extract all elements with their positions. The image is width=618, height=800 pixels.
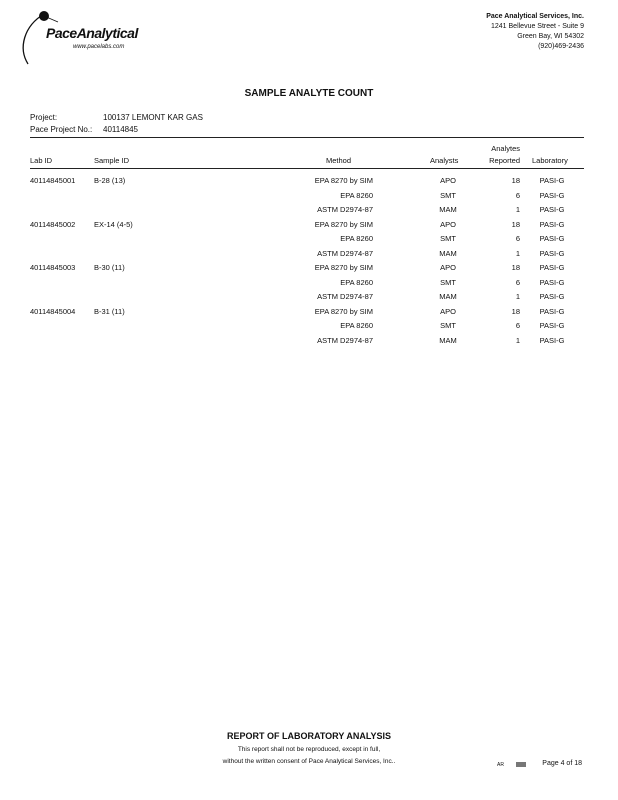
cell-method: EPA 8260 [340,234,373,243]
cell-laboratory: PASI-G [539,205,565,214]
header-analysts: Analysts [430,156,459,165]
cell-analysts: MAM [439,292,457,301]
company-phone: (920)469-2436 [538,43,584,50]
cell-analysts: SMT [440,321,456,330]
cell-method: EPA 8270 by SIM [314,263,373,272]
page-number: Page 4 of 18 [542,760,582,767]
cell-analysts: MAM [439,248,457,258]
cell-laboratory: PASI-G [539,292,565,301]
divider-header [30,168,584,169]
cell-reported: 1 [515,335,520,345]
header-lab-id: Lab ID [30,156,53,165]
barcode-mark [516,762,526,767]
cell-laboratory: PASI-G [539,277,565,287]
cell-analysts: APO [440,306,456,316]
cell-laboratory: PASI-G [539,306,565,316]
company-address2: Green Bay, WI 54302 [517,33,584,40]
cell-reported: 6 [515,277,520,287]
cell-method: EPA 8270 by SIM [314,219,373,229]
cell-laboratory: PASI-G [539,335,565,345]
cell-method: EPA 8260 [340,277,373,287]
cell-method: ASTM D2974-87 [317,292,373,301]
cell-reported: 1 [515,292,520,301]
header-analytes: Analytes [491,144,520,153]
logo-text: PaceAnalytical [46,25,138,41]
cell-lab-id: 40114845001 [30,176,76,185]
header-sample-id: Sample ID [94,156,130,165]
pace-project-label: Pace Project No.: [30,125,93,134]
cell-sample-id: B-28 (13) [94,176,126,185]
footer-line1: This report shall not be reproduced, except in full, [237,746,381,753]
cell-sample-id: EX-14 (4-5) [94,219,133,229]
cell-reported: 1 [515,205,520,214]
project-label: Project: [30,113,58,122]
cell-method: ASTM D2974-87 [317,335,373,345]
cell-analysts: APO [440,176,456,185]
cell-lab-id: 40114845003 [30,263,76,272]
cell-analysts: MAM [439,205,457,214]
cell-method: EPA 8270 by SIM [314,176,373,185]
company-name: Pace Analytical Services, Inc. [486,13,584,20]
cell-reported: 18 [511,176,520,185]
cell-method: EPA 8260 [340,321,373,330]
pace-project-value: 40114845 [103,125,138,134]
company-address1: 1241 Bellevue Street - Suite 9 [490,23,584,30]
cell-analysts: SMT [440,190,456,200]
ar-mark: AR [497,762,504,768]
cell-lab-id: 40114845004 [30,306,76,316]
cell-reported: 18 [511,219,520,229]
cell-sample-id: B-30 (11) [94,263,125,272]
cell-reported: 1 [515,248,520,258]
company-block [486,12,584,52]
cell-analysts: MAM [439,335,457,345]
cell-laboratory: PASI-G [539,234,565,243]
cell-analysts: APO [440,263,456,272]
cell-laboratory: PASI-G [539,248,565,258]
cell-analysts: SMT [440,234,456,243]
cell-method: EPA 8270 by SIM [314,306,373,316]
cell-analysts: APO [440,219,456,229]
project-value: 100137 LEMONT KAR GAS [103,113,203,122]
cell-laboratory: PASI-G [539,176,565,185]
cell-laboratory: PASI-G [539,321,565,330]
cell-method: ASTM D2974-87 [317,248,373,258]
cell-reported: 6 [515,234,520,243]
cell-reported: 6 [515,321,520,330]
logo-url: www.pacelabs.com [73,44,125,50]
cell-lab-id: 40114845002 [30,219,76,229]
header-laboratory: Laboratory [532,156,568,165]
cell-reported: 18 [511,306,520,316]
cell-method: EPA 8260 [340,190,373,200]
header-method: Method [326,156,352,165]
cell-sample-id: B-31 (11) [94,306,125,316]
cell-laboratory: PASI-G [539,263,565,272]
page-title: SAMPLE ANALYTE COUNT [244,88,374,99]
cell-analysts: SMT [440,277,456,287]
cell-laboratory: PASI-G [539,219,565,229]
cell-reported: 6 [515,190,520,200]
divider-top [30,137,584,138]
footer-line2: without the written consent of Pace Analytical Services, Inc.. [222,758,396,765]
cell-laboratory: PASI-G [539,190,565,200]
footer-title: REPORT OF LABORATORY ANALYSIS [226,731,392,741]
header-reported: Reported [489,156,520,165]
cell-reported: 18 [511,263,520,272]
cell-method: ASTM D2974-87 [317,205,373,214]
